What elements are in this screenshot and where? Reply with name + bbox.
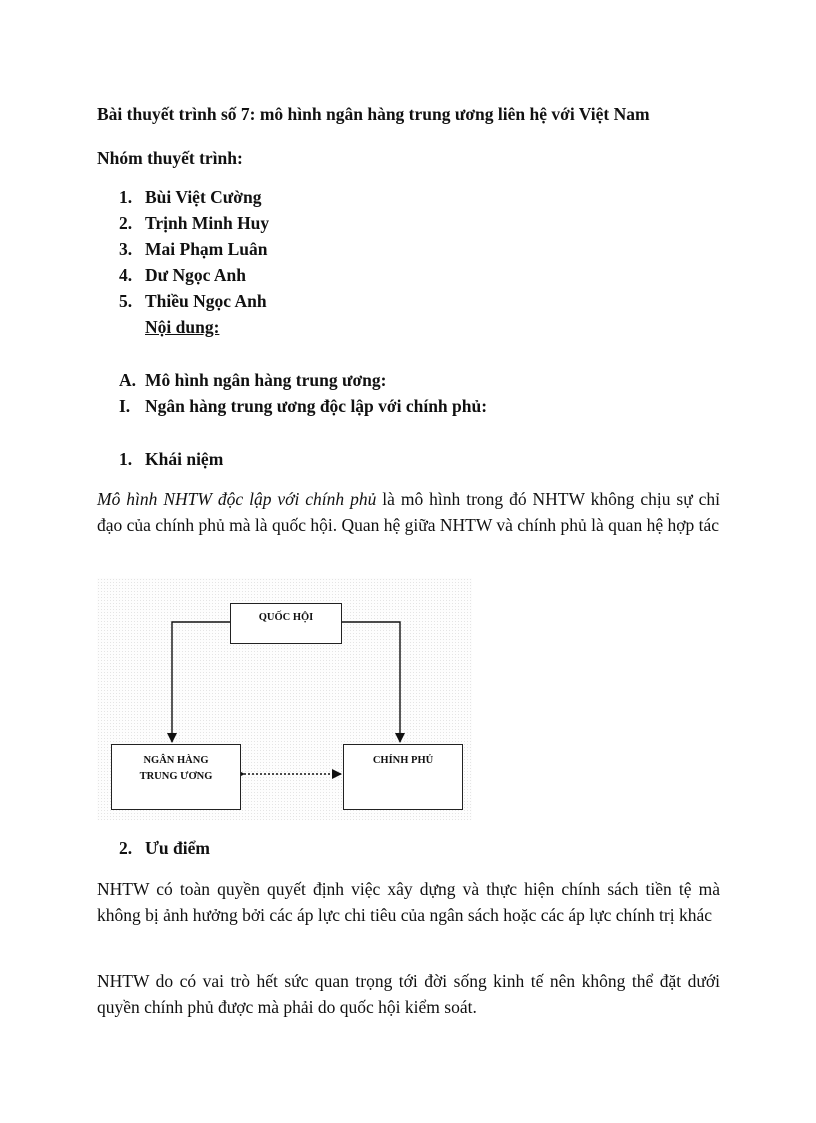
member-list (119, 184, 269, 314)
connector-to-government (342, 622, 400, 742)
document-title: Bài thuyết trình số 7: mô hình ngân hàng trung ương liên hệ với Việt Nam (97, 104, 650, 124)
subsection-text: Khái niệm (145, 449, 224, 469)
section-text: Ngân hàng trung ương độc lập với chính phủ: (145, 396, 488, 416)
list-number: 1. (119, 187, 133, 207)
box-label: CHÍNH PHỦ (372, 755, 434, 766)
content-heading: Nội dung: (145, 317, 220, 337)
list-item (119, 236, 269, 262)
list-number: 5. (119, 291, 133, 311)
list-item (119, 288, 269, 314)
advantage-paragraph-1: NHTW có toàn quyền quyết định việc xây dựng và thực hiện chính sách tiền tệ mà không bị ảnh hưởng bởi các áp lực chi tiêu của ngân sách hoặc các áp lực chính trị khác (97, 879, 720, 925)
section-text: Mô hình ngân hàng trung ương: (145, 370, 387, 390)
member-name: Bùi Việt Cường (145, 187, 262, 207)
subsection-2-heading (119, 835, 210, 861)
list-item (119, 210, 269, 236)
section-i-heading (119, 393, 487, 419)
connector-to-central-bank (172, 622, 230, 742)
definition-text: là mô hình trong đó NHTW không chịu sự chỉ đạo của chính phủ mà là quốc hội. Quan hệ giữa NHTW và chính phủ là quan hệ hợp tác (97, 489, 720, 535)
subsection-1-heading (119, 446, 223, 472)
list-number: 4. (119, 265, 133, 285)
advantage-paragraph-2: NHTW do có vai trò hết sức quan trọng tới đời sống kinh tế nên không thể đặt dưới quyền chính phủ được mà phải do quốc hội kiểm soát. (97, 971, 720, 1017)
government-box (343, 744, 463, 810)
list-number: 3. (119, 239, 133, 259)
subsection-marker: 1. (119, 449, 133, 469)
box-label: NGÂN HÀNG (143, 755, 209, 766)
list-number: 2. (119, 213, 133, 233)
member-name: Mai Phạm Luân (145, 239, 268, 259)
definition-paragraph (97, 486, 720, 538)
section-marker: I. (119, 396, 131, 416)
section-marker: A. (119, 370, 137, 390)
group-label: Nhóm thuyết trình: (97, 148, 243, 168)
definition-term: Mô hình NHTW độc lập với chính phủ (97, 489, 377, 509)
list-item (119, 262, 269, 288)
subsection-marker: 2. (119, 838, 133, 858)
section-a-heading (119, 367, 386, 393)
member-name: Dư Ngọc Anh (145, 265, 246, 285)
central-bank-box (111, 744, 241, 810)
list-item (119, 184, 269, 210)
org-diagram (97, 578, 472, 820)
box-label: QUỐC HỘI (258, 612, 314, 623)
member-name: Trịnh Minh Huy (145, 213, 270, 233)
box-label: TRUNG ƯƠNG (139, 771, 213, 782)
member-name: Thiều Ngọc Anh (145, 291, 267, 311)
national-assembly-box (230, 603, 342, 644)
subsection-text: Ưu điểm (145, 838, 210, 858)
